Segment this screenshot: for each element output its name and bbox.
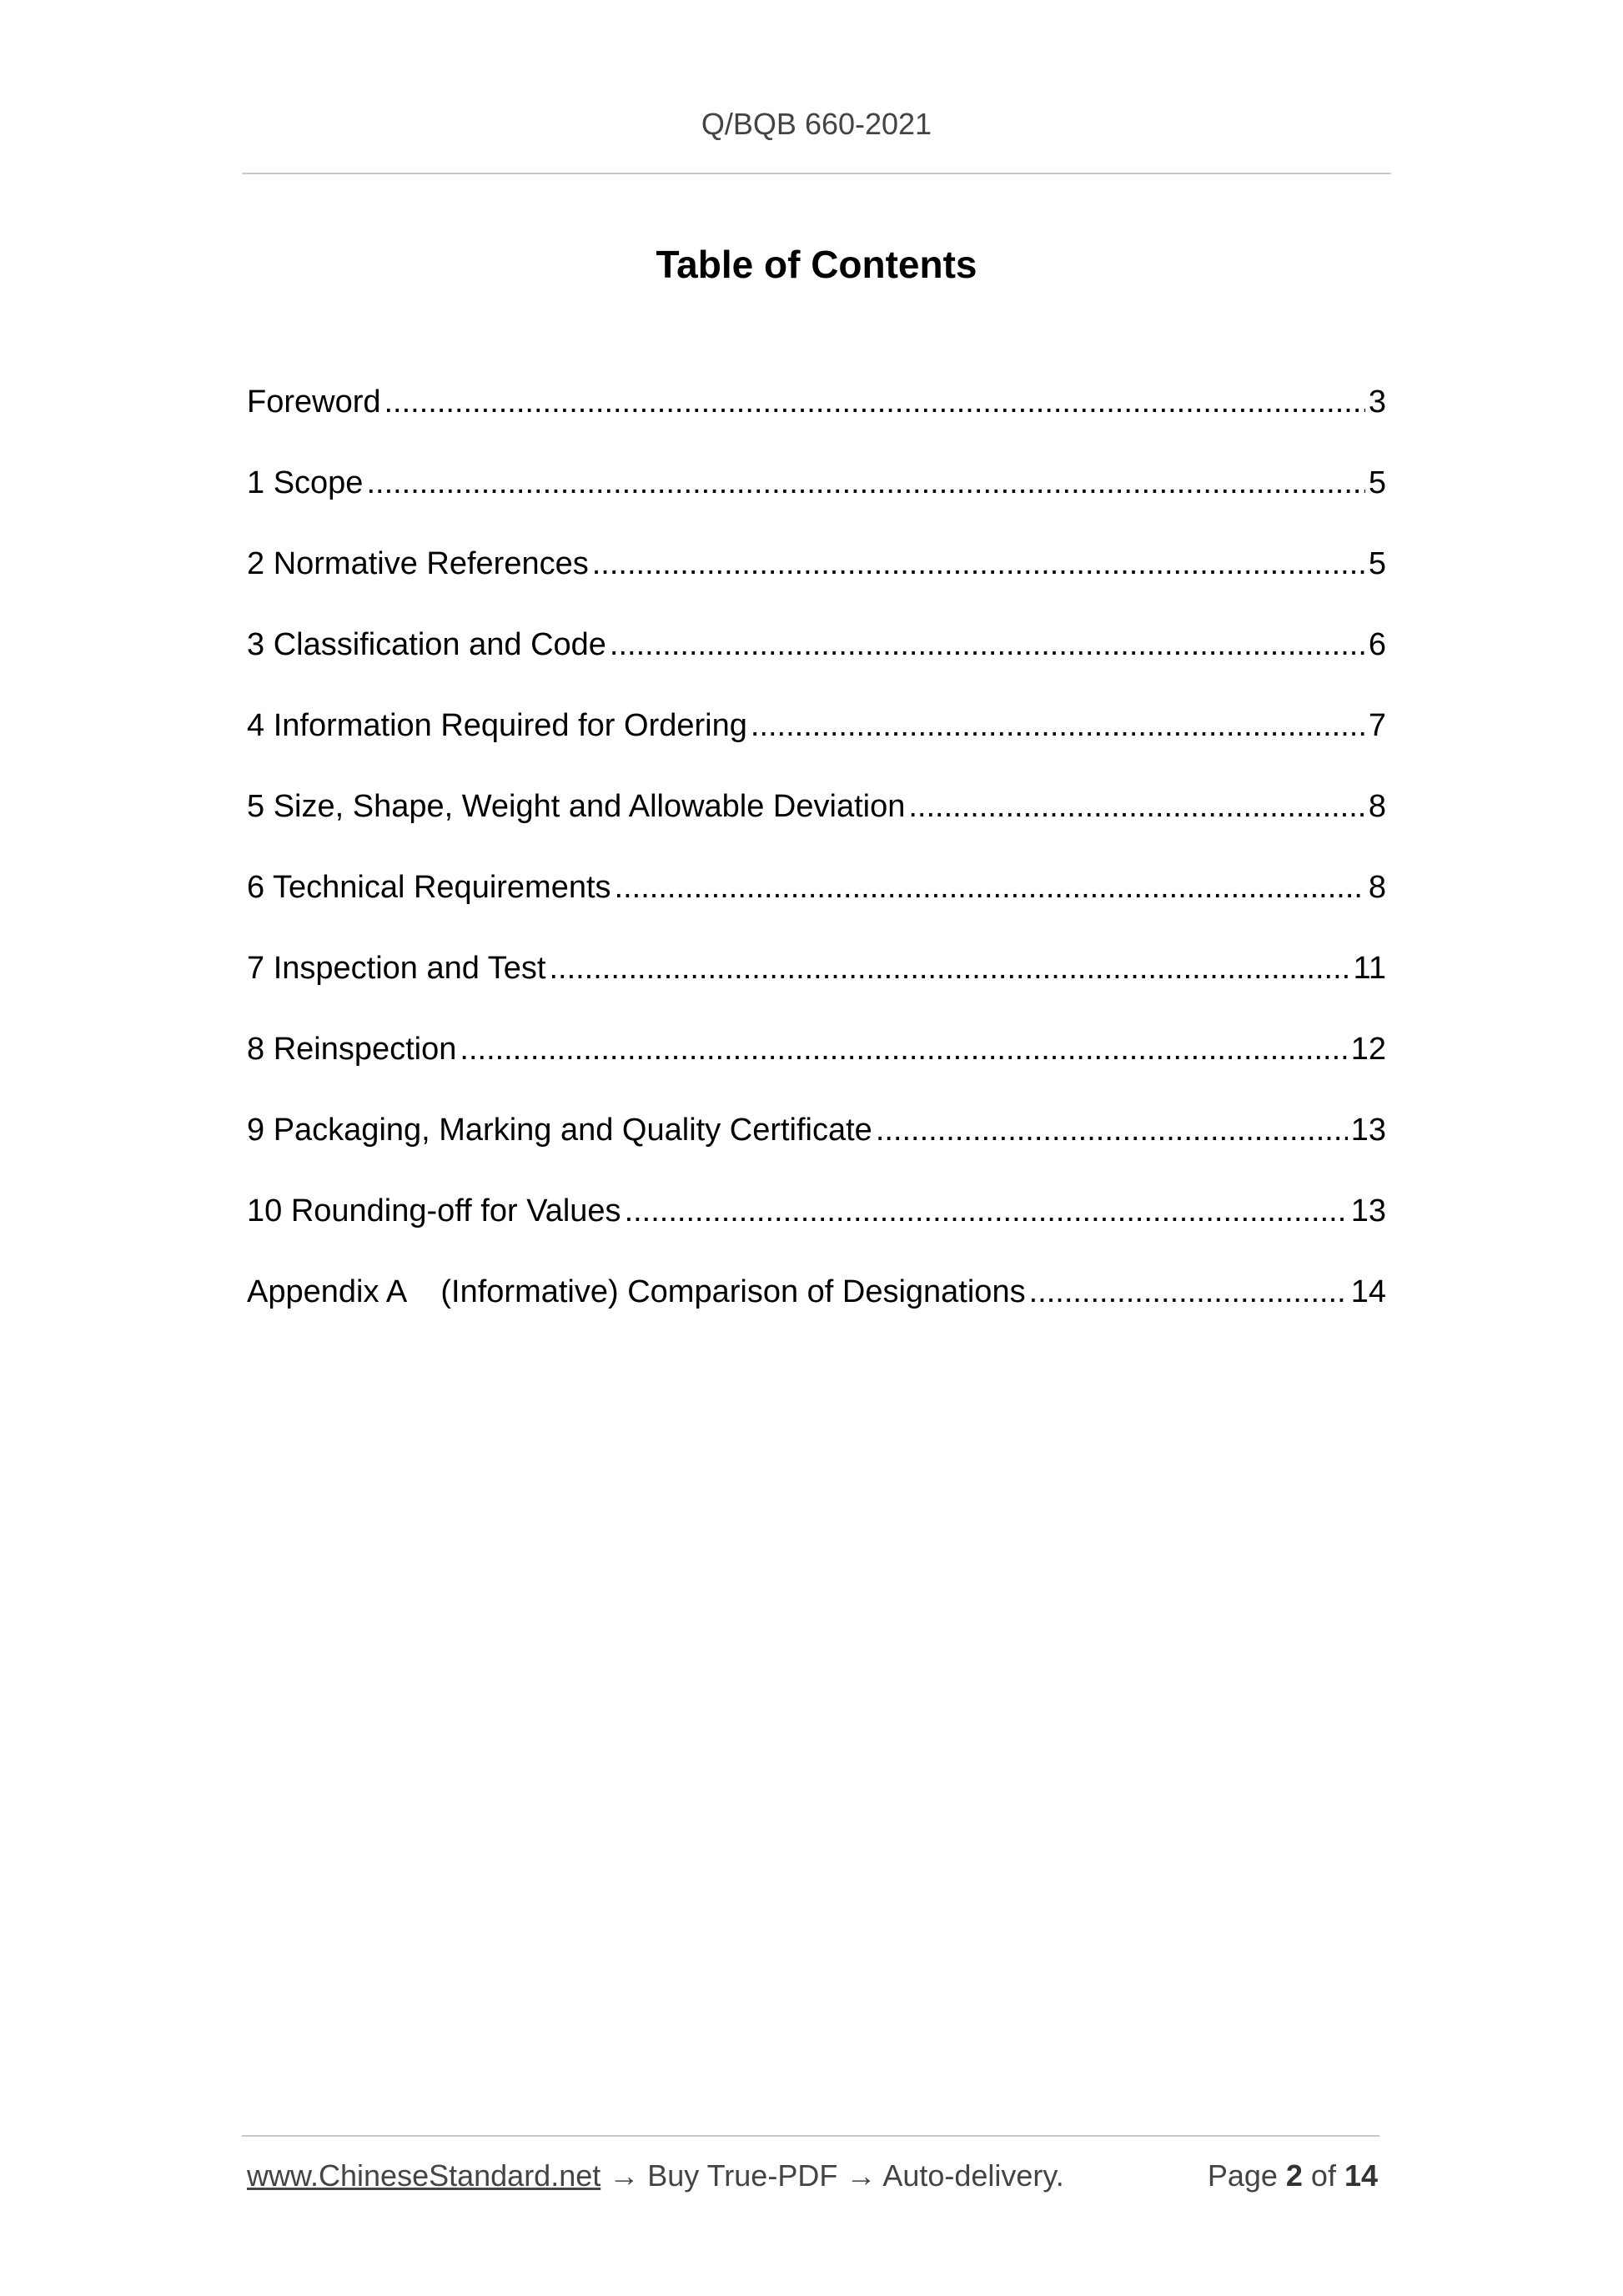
toc-entry-label: 10 Rounding-off for Values — [247, 1193, 621, 1228]
toc-entry-label: 9 Packaging, Marking and Quality Certificate — [247, 1113, 872, 1148]
footer-promo — [247, 2158, 1064, 2193]
toc-entry-reinspection[interactable] — [247, 1022, 1386, 1103]
toc-entry-label: Appendix A (Informative) Comparison of Designations — [247, 1274, 1026, 1309]
toc-entry-inspection-and-test[interactable] — [247, 942, 1386, 1022]
toc-entry-label: 1 Scope — [247, 465, 364, 500]
toc-page-number: 5 — [1368, 546, 1386, 581]
total-page-count: 14 — [1344, 2158, 1378, 2193]
document-code-header: Q/BQB 660-2021 — [701, 107, 932, 141]
toc-dot-leader — [366, 456, 1364, 510]
toc-entry-appendix-a[interactable] — [247, 1265, 1386, 1346]
toc-page-number: 8 — [1368, 789, 1386, 824]
toc-entry-technical-requirements[interactable] — [247, 861, 1386, 942]
page-of-label: of — [1302, 2158, 1344, 2193]
website-link[interactable]: www.ChineseStandard.net — [247, 2158, 601, 2193]
toc-page-number: 3 — [1368, 384, 1386, 420]
toc-page-number: 13 — [1350, 1193, 1386, 1228]
toc-page-number: 14 — [1350, 1274, 1386, 1309]
toc-dot-leader — [876, 1103, 1348, 1157]
toc-entry-label: 8 Reinspection — [247, 1032, 457, 1067]
toc-entry-label: 5 Size, Shape, Weight and Allowable Deviation — [247, 789, 906, 824]
toc-entry-label: 4 Information Required for Ordering — [247, 708, 747, 743]
footer-promo-text: → Buy True-PDF → Auto-delivery. — [600, 2158, 1064, 2193]
toc-dot-leader — [908, 780, 1365, 833]
toc-dot-leader — [592, 537, 1365, 590]
toc-dot-leader — [625, 1184, 1348, 1238]
toc-entry-label: Foreword — [247, 384, 381, 420]
toc-entry-information-required-for-ordering[interactable] — [247, 699, 1386, 780]
toc-entry-label: 3 Classification and Code — [247, 627, 606, 662]
toc-entry-normative-references[interactable] — [247, 537, 1386, 618]
toc-entry-scope[interactable] — [247, 456, 1386, 537]
footer-divider — [242, 2135, 1379, 2137]
toc-dot-leader — [615, 861, 1365, 914]
page-title: Table of Contents — [656, 243, 977, 286]
toc-entry-classification-and-code[interactable] — [247, 618, 1386, 699]
toc-entry-label: 2 Normative References — [247, 546, 589, 581]
toc-dot-leader — [610, 618, 1365, 671]
toc-dot-leader — [460, 1022, 1347, 1076]
toc-dot-leader — [384, 375, 1365, 429]
toc-entry-label: 6 Technical Requirements — [247, 870, 611, 905]
toc-page-number: 12 — [1350, 1032, 1386, 1067]
toc-entry-label: 7 Inspection and Test — [247, 951, 546, 986]
toc-page-number: 7 — [1368, 708, 1386, 743]
toc-page-number: 11 — [1353, 951, 1386, 986]
page-indicator — [1208, 2158, 1378, 2193]
toc-entry-size-shape-weight[interactable] — [247, 780, 1386, 861]
toc-dot-leader — [751, 699, 1365, 752]
toc-page-number: 6 — [1368, 627, 1386, 662]
toc-dot-leader — [549, 942, 1349, 995]
toc-entry-foreword[interactable] — [247, 375, 1386, 456]
header-divider — [242, 173, 1391, 174]
table-of-contents — [247, 375, 1386, 1346]
page-footer — [247, 2158, 1378, 2193]
current-page-number: 2 — [1285, 2158, 1303, 2193]
toc-page-number: 5 — [1368, 465, 1386, 500]
toc-page-number: 8 — [1368, 870, 1386, 905]
page-prefix-label: Page — [1207, 2158, 1286, 2193]
toc-entry-packaging-marking[interactable] — [247, 1103, 1386, 1184]
toc-entry-rounding-off[interactable] — [247, 1184, 1386, 1265]
toc-page-number: 13 — [1350, 1113, 1386, 1148]
toc-dot-leader — [1029, 1265, 1348, 1319]
